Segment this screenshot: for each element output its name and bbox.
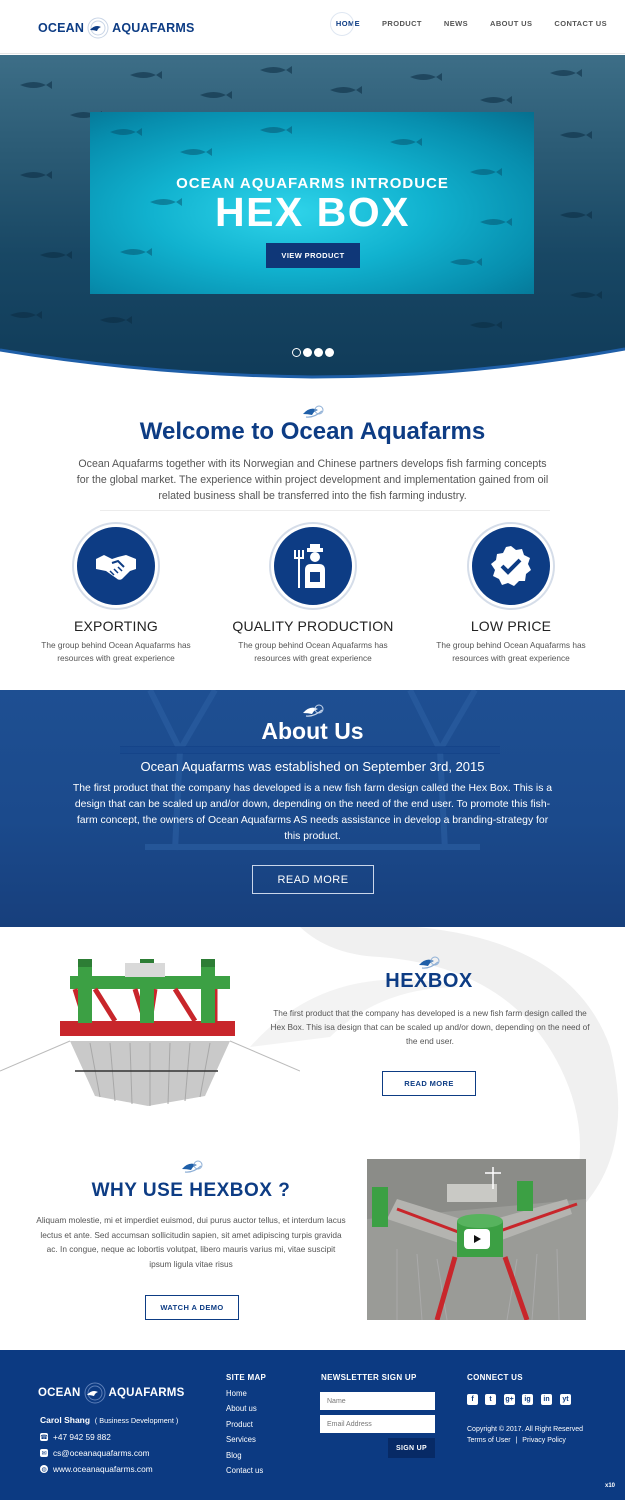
newsletter-email-input[interactable]: Email Address bbox=[320, 1415, 435, 1433]
footer-logo[interactable] bbox=[38, 1382, 184, 1404]
slider-dot-2[interactable] bbox=[303, 348, 312, 357]
nav-contact-us[interactable]: CONTACT US bbox=[554, 19, 607, 28]
watch-demo-button[interactable]: WATCH A DEMO bbox=[145, 1295, 239, 1320]
terms-link[interactable]: Terms of User bbox=[467, 1437, 511, 1444]
logo-word-ocean: OCEAN bbox=[38, 1387, 81, 1399]
hexbox-description: The first product that the company has developed is a new fish farm design called the Hex Box. This isa design that can be scaled up and/or down, depending on the need of the end user. bbox=[270, 1008, 590, 1046]
phone-number[interactable]: +47 942 59 882 bbox=[53, 1432, 111, 1442]
slider-dot-1[interactable] bbox=[292, 348, 301, 357]
globe-icon: ◍ bbox=[41, 1466, 47, 1473]
copyright-text: Copyright © 2017. All Right Reserved bbox=[467, 1426, 584, 1433]
about-title: About Us bbox=[261, 718, 364, 744]
hero-subtitle: OCEAN AQUAFARMS INTRODUCE bbox=[176, 175, 449, 192]
feature-circle bbox=[74, 524, 158, 608]
newsletter-name-input[interactable]: Name bbox=[320, 1392, 435, 1410]
main-nav bbox=[336, 19, 625, 28]
why-description: Aliquam molestie, mi et imperdiet euismod, dui purus auctor tellus, et interdum lacus lectus et ante. Sed accumsan sollicitudin sapien, sit amet adipiscing turpis gravida ac. In congue, neque ac lobortis volutpat, libero mauris varius mi, vitae suscipit ipsum ligula vitae risus bbox=[36, 1215, 346, 1269]
site-logo[interactable] bbox=[38, 16, 195, 40]
hexbox-title: HEXBOX bbox=[385, 970, 473, 992]
hero-wave-divider bbox=[0, 335, 625, 390]
wave-section-icon bbox=[300, 403, 326, 419]
slider-dots bbox=[292, 348, 334, 357]
divider bbox=[100, 510, 550, 511]
privacy-link[interactable]: Privacy Policy bbox=[522, 1437, 566, 1444]
legal-links bbox=[467, 1437, 566, 1444]
about-section bbox=[0, 690, 625, 927]
feature-title: EXPORTING bbox=[73, 618, 158, 634]
contact-email bbox=[40, 1448, 150, 1458]
about-read-more-button[interactable]: READ MORE bbox=[252, 865, 374, 894]
facebook-icon[interactable]: f bbox=[467, 1394, 478, 1405]
hexbox-product-image bbox=[0, 941, 300, 1131]
sitemap-link-blog[interactable]: Blog bbox=[226, 1451, 242, 1460]
twitter-icon[interactable]: t bbox=[485, 1394, 496, 1405]
phone-icon: ☎ bbox=[40, 1434, 48, 1441]
feature-quality-production bbox=[223, 524, 403, 665]
contact-phone bbox=[40, 1432, 111, 1442]
sitemap-link-contact[interactable]: Contact us bbox=[226, 1466, 264, 1475]
view-product-button[interactable]: VIEW PRODUCT bbox=[266, 243, 360, 268]
newsletter-signup-button[interactable]: SIGN UP bbox=[388, 1438, 435, 1458]
logo-word-aquafarms: AQUAFARMS bbox=[112, 21, 195, 35]
play-icon[interactable] bbox=[464, 1229, 490, 1249]
legal-separator: | bbox=[515, 1437, 518, 1444]
envelope-icon: ✉ bbox=[41, 1450, 47, 1457]
wave-logo-icon bbox=[85, 17, 111, 39]
feature-title: LOW PRICE bbox=[470, 618, 552, 634]
feature-text: The group behind Ocean Aquafarms has resources with great experience bbox=[238, 640, 388, 663]
handshake-icon bbox=[94, 549, 138, 583]
contact-person bbox=[40, 1415, 178, 1425]
sitemap-link-services[interactable]: Services bbox=[226, 1435, 256, 1444]
site-header bbox=[0, 0, 625, 54]
wave-section-icon bbox=[179, 1158, 205, 1174]
nav-product[interactable]: PRODUCT bbox=[382, 19, 422, 28]
nav-about-us[interactable]: ABOUT US bbox=[490, 19, 533, 28]
hexbox-read-more-button[interactable]: READ MORE bbox=[382, 1071, 476, 1096]
contact-name: Carol Shang bbox=[40, 1415, 91, 1425]
google-plus-icon[interactable]: g+ bbox=[505, 1396, 514, 1403]
verified-badge-icon bbox=[490, 545, 532, 587]
wave-logo-icon bbox=[82, 1382, 108, 1404]
hero-title: HEX BOX bbox=[214, 189, 411, 235]
newsletter-heading: NEWSLETTER SIGN UP bbox=[321, 1373, 417, 1382]
hero-slider bbox=[0, 55, 625, 390]
corner-mark: x10 bbox=[605, 1483, 616, 1489]
about-subtitle: Ocean Aquafarms was established on September 3rd, 2015 bbox=[140, 759, 485, 774]
contact-website bbox=[40, 1464, 153, 1474]
farmer-icon bbox=[293, 544, 333, 588]
sitemap-link-product[interactable]: Product bbox=[226, 1420, 253, 1429]
slider-dot-3[interactable] bbox=[314, 348, 323, 357]
why-title: WHY USE HEXBOX ? bbox=[91, 1180, 291, 1201]
about-description: The first product that the company has developed is a new fish farm design called the Hex Box. This is a design that can be scaled up and/or down, depending on the need of the end user. To promote this fish-farm concept, the owners of Ocean Aquafarms AS needs assistance in develop a branding-strategy for this product. bbox=[72, 783, 553, 842]
website-link[interactable]: www.oceanaquafarms.com bbox=[53, 1464, 153, 1474]
logo-word-aquafarms: AQUAFARMS bbox=[108, 1387, 185, 1399]
sitemap-link-about[interactable]: About us bbox=[226, 1404, 257, 1413]
feature-text: The group behind Ocean Aquafarms has resources with great experience bbox=[41, 640, 191, 663]
feature-text: The group behind Ocean Aquafarms has resources with great experience bbox=[436, 640, 586, 663]
feature-title: QUALITY PRODUCTION bbox=[232, 618, 394, 634]
wave-section-icon bbox=[300, 702, 326, 718]
youtube-icon[interactable]: yt bbox=[560, 1394, 571, 1405]
feature-exporting bbox=[26, 524, 206, 665]
wave-section-icon bbox=[416, 954, 442, 970]
welcome-title: Welcome to Ocean Aquafarms bbox=[139, 418, 486, 445]
logo-word-ocean: OCEAN bbox=[38, 21, 85, 35]
feature-circle bbox=[469, 524, 553, 608]
feature-low-price bbox=[421, 524, 601, 665]
nav-news[interactable]: NEWS bbox=[443, 19, 469, 28]
slider-dot-4[interactable] bbox=[325, 348, 334, 357]
feature-circle bbox=[271, 524, 355, 608]
email-address[interactable]: cs@oceanaquafarms.com bbox=[53, 1448, 150, 1458]
nav-home[interactable]: HOME bbox=[335, 19, 361, 28]
sitemap-link-home[interactable]: Home bbox=[226, 1389, 247, 1398]
welcome-description: Ocean Aquafarms together with its Norwegian and Chinese partners develops fish farming concepts for the global market. The experience within project development and implementation gained from oil related business shall be transferred into the fish farming industry. bbox=[76, 458, 549, 502]
sitemap-heading: SITE MAP bbox=[226, 1373, 267, 1382]
linkedin-icon[interactable]: in bbox=[541, 1394, 552, 1405]
connect-heading: CONNECT US bbox=[467, 1373, 523, 1382]
contact-role: ( Business Development ) bbox=[94, 1416, 179, 1425]
site-footer bbox=[0, 1350, 625, 1500]
instagram-icon[interactable]: ig bbox=[522, 1394, 533, 1405]
